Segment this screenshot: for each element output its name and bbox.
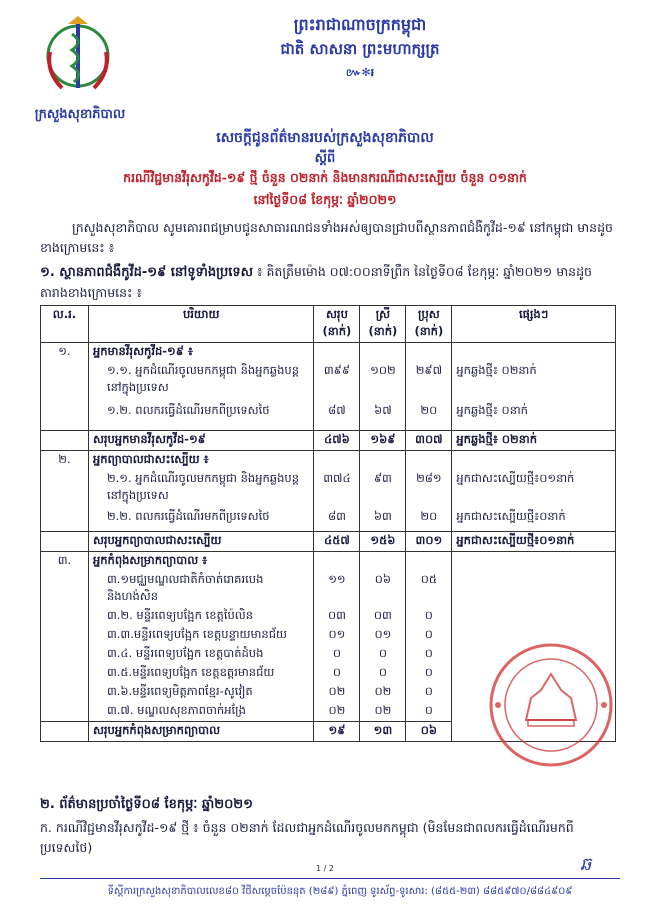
row-male: ២០ — [406, 508, 452, 532]
row-female: ៩៣ — [360, 470, 406, 508]
col-header-other: ផ្សេងៗ — [452, 306, 616, 343]
row-male: ០ — [406, 607, 452, 626]
total-value: ១៩ — [314, 722, 360, 742]
row-female: ០២ — [360, 702, 406, 722]
row-total: ០១ — [314, 626, 360, 645]
table-row — [41, 402, 616, 430]
row-note: អ្នកជាសះស្បើយថ្មី៖០នាក់ — [452, 508, 616, 532]
table-row — [41, 362, 616, 402]
group-number: ១. — [41, 343, 89, 431]
footer-divider — [40, 878, 620, 879]
row-label: ៣.៤. មន្ទីរពេទ្យបង្អែក ខេត្តបាត់ដំបង — [88, 645, 314, 664]
footer-address: ទីស្តីការក្រសួងសុខាភិបាលលេខ៨០ វិថីសម្តេចប៉ែននុត (២៨៩) ភ្នំពេញ ទូរស័ព្ទ-ទូរសារ: (៨៥៥-២៣) ៨៨៥៩៧០/៨៨៤៩០៩ — [107, 886, 573, 897]
signature: ឆ — [580, 854, 592, 875]
table-header-row — [41, 306, 616, 343]
total-male: ៣០១ — [406, 532, 452, 552]
group-title: អ្នកកំពុងសម្រាកព្យាបាល ៖ — [88, 552, 314, 572]
total-note: អ្នកឆ្លងថ្មី៖ ០២នាក់ — [452, 430, 616, 450]
total-female: ១៣ — [360, 722, 406, 742]
row-female: ០១ — [360, 626, 406, 645]
kingdom-heading: ព្រះរាជាណាចក្រកម្ពុជា — [293, 15, 427, 34]
row-male: ២៨១ — [406, 470, 452, 508]
col-header-description: បរិយាយ — [88, 306, 314, 343]
row-male: ២០ — [406, 402, 452, 430]
row-total: ០៣ — [314, 607, 360, 626]
row-total: ១១ — [314, 571, 360, 607]
row-note: អ្នកឆ្លងថ្មី៖ ០២នាក់ — [452, 362, 616, 402]
row-total: ៣៩៩ — [314, 362, 360, 402]
total-male: ៣០៧ — [406, 430, 452, 450]
row-male: ០ — [406, 664, 452, 683]
row-male: ០ — [406, 702, 452, 722]
total-female: ១៥៦ — [360, 532, 406, 552]
row-note: អ្នកជាសះស្បើយថ្មី៖០១នាក់ — [452, 470, 616, 508]
stamp-seal-icon — [486, 640, 616, 770]
col-header-no: ល.រ. — [41, 306, 89, 343]
total-label: សរុបអ្នកកំពុងសម្រាកព្យាបាល — [88, 722, 314, 742]
group-number: ២. — [41, 450, 89, 532]
intro-paragraph: ក្រសួងសុខាភិបាល សូមគោរពជម្រាបជូនសាធារណជនទាំងអស់ឲ្យបានជ្រាបពីស្ថានភាពជំងឺកូវីដ-១៩ នៅកម្ពុជា មានដូចខាងក្រោមនេះ ៖ — [40, 220, 613, 255]
row-male: ០ — [406, 626, 452, 645]
row-female: ០៦ — [360, 571, 406, 607]
row-male: ២៩៧ — [406, 362, 452, 402]
row-label: ៣.៥.មន្ទីរពេទ្យបង្អែក ខេត្តឧត្តរមានជ័យ — [88, 664, 314, 683]
row-label: ៣.២. មន្ទីរពេទ្យបង្អែក ខេត្តប៉ៃលិន — [88, 607, 314, 626]
table-total-row — [41, 532, 616, 552]
row-female: ០២ — [360, 683, 406, 702]
table-row — [41, 450, 616, 470]
section1-text: ៖ គិតត្រឹមម៉ោង ០៧:០០នាទីព្រឹក នៃថ្ងៃទី០៨ ខែកុម្ភៈ ឆ្នាំ២០២១ មានដូចតារាងខាងក្រោមនេះ ៖ — [40, 264, 592, 300]
row-male: ០៥ — [406, 571, 452, 607]
row-label: ៣.៦.មន្ទីរពេទ្យមិត្តភាពខ្មែរ-សូវៀត — [88, 683, 314, 702]
group-title: អ្នកព្យាបាលជាសះស្បើយ ៖ — [88, 450, 314, 470]
ornament: ៚✻៛ — [345, 66, 375, 79]
table-row — [41, 508, 616, 532]
row-male: ០ — [406, 683, 452, 702]
page-number: 1 / 2 — [316, 864, 334, 873]
table-row — [41, 343, 616, 363]
ministry-emblem-icon — [38, 12, 118, 102]
row-label: ១.១. អ្នកដំណើរចូលមកកម្ពុជា និងអ្នកឆ្លងបន្តនៅក្នុងប្រទេស — [88, 362, 314, 402]
section2-heading: ២. ព័ត៌មានប្រចាំថ្ងៃទី០៨ ខែកុម្ភៈ ឆ្នាំ២០២១ — [40, 797, 253, 812]
total-value: ៤៧៦ — [314, 430, 360, 450]
section1-heading: ១. ស្ថានភាពជំងឺកូវីដ-១៩ នៅទូទាំងប្រទេស — [40, 265, 254, 280]
table-row — [41, 470, 616, 508]
row-total: ០ — [314, 645, 360, 664]
official-stamp — [486, 640, 616, 770]
row-female: ៦៧ — [360, 402, 406, 430]
table-total-row — [41, 430, 616, 450]
section2-text: ក. ករណីវិជ្ជមានវីរុសកូវីដ-១៩ ថ្មី ៖ ចំនួន ០២នាក់ ដែលជាអ្នកដំណើរចូលមកកម្ពុជា (មិនមែនជាពលករធ្វើដំណើរមកពីប្រទេសថៃ) — [40, 820, 574, 855]
group-title: អ្នកមានវីរុសកូវីដ-១៩ ៖ — [88, 343, 314, 363]
row-label: ៣.១មជ្ឈមណ្ឌលជាតិកំចាត់រោគរបេងនិងហង់សិន — [88, 571, 314, 607]
total-label: សរុបអ្នកមានវីរុសកូវីដ-១៩ — [88, 430, 314, 450]
section1-paragraph — [40, 262, 618, 303]
group-number: ៣. — [41, 552, 89, 722]
row-total: ៣៧៤ — [314, 470, 360, 508]
row-label: ៣.៧. មណ្ឌលសុខភាពចាក់អង្រែ — [88, 702, 314, 722]
kingdom-motto: ជាតិ សាសនា ព្រះមហាក្សត្រ — [280, 40, 440, 58]
total-label: សរុបអ្នកព្យាបាលជាសះស្បើយ — [88, 532, 314, 552]
row-male: ០ — [406, 645, 452, 664]
row-note: អ្នកឆ្លងថ្មី៖ ០នាក់ — [452, 402, 616, 430]
total-female: ១៦៩ — [360, 430, 406, 450]
row-female: ០ — [360, 664, 406, 683]
notice-subject: ករណីវិជ្ជមានវីរុសកូវីដ-១៩ ថ្មី ចំនួន ០២នាក់ និងមានករណីជាសះស្បើយ ចំនួន ០១នាក់ — [123, 170, 527, 185]
notice-title: សេចក្តីជូនព័ត៌មានរបស់ក្រសួងសុខាភិបាល — [216, 130, 434, 146]
ministry-logo — [38, 12, 118, 102]
col-header-male: ប្រុស (នាក់) — [406, 306, 452, 343]
row-female: ៦៣ — [360, 508, 406, 532]
total-male: ០៦ — [406, 722, 452, 742]
row-female: ០ — [360, 645, 406, 664]
col-header-total: សរុប (នាក់) — [314, 306, 360, 343]
total-note: អ្នកជាសះស្បើយថ្មី៖០១នាក់ — [452, 532, 616, 552]
row-label: ១.២. ពលករធ្វើដំណើរមកពីប្រទេសថៃ — [88, 402, 314, 430]
row-total: ០២ — [314, 702, 360, 722]
row-label: ៣.៣.មន្ទីរពេទ្យបង្អែក ខេត្តបន្ទាយមានជ័យ — [88, 626, 314, 645]
ministry-name: ក្រសួងសុខាភិបាល — [34, 107, 126, 122]
row-label: ២.១. អ្នកដំណើរចូលមកកម្ពុជា និងអ្នកឆ្លងបន្តនៅក្នុងប្រទេស — [88, 470, 314, 508]
row-total: ០ — [314, 664, 360, 683]
notice-date: នៅថ្ងៃទី០៨ ខែកុម្ភៈ ឆ្នាំ២០២១ — [253, 192, 397, 207]
row-total: ០២ — [314, 683, 360, 702]
row-total: ៨៧ — [314, 402, 360, 430]
notice-subject-label: ស្តីពី — [314, 151, 336, 166]
row-female: ០៣ — [360, 607, 406, 626]
table-row — [41, 552, 616, 572]
total-value: ៤៥៧ — [314, 532, 360, 552]
col-header-female: ស្រី (នាក់) — [360, 306, 406, 343]
row-female: ១០២ — [360, 362, 406, 402]
row-total: ៨៣ — [314, 508, 360, 532]
row-label: ២.២. ពលករធ្វើដំណើរមកពីប្រទេសថៃ — [88, 508, 314, 532]
